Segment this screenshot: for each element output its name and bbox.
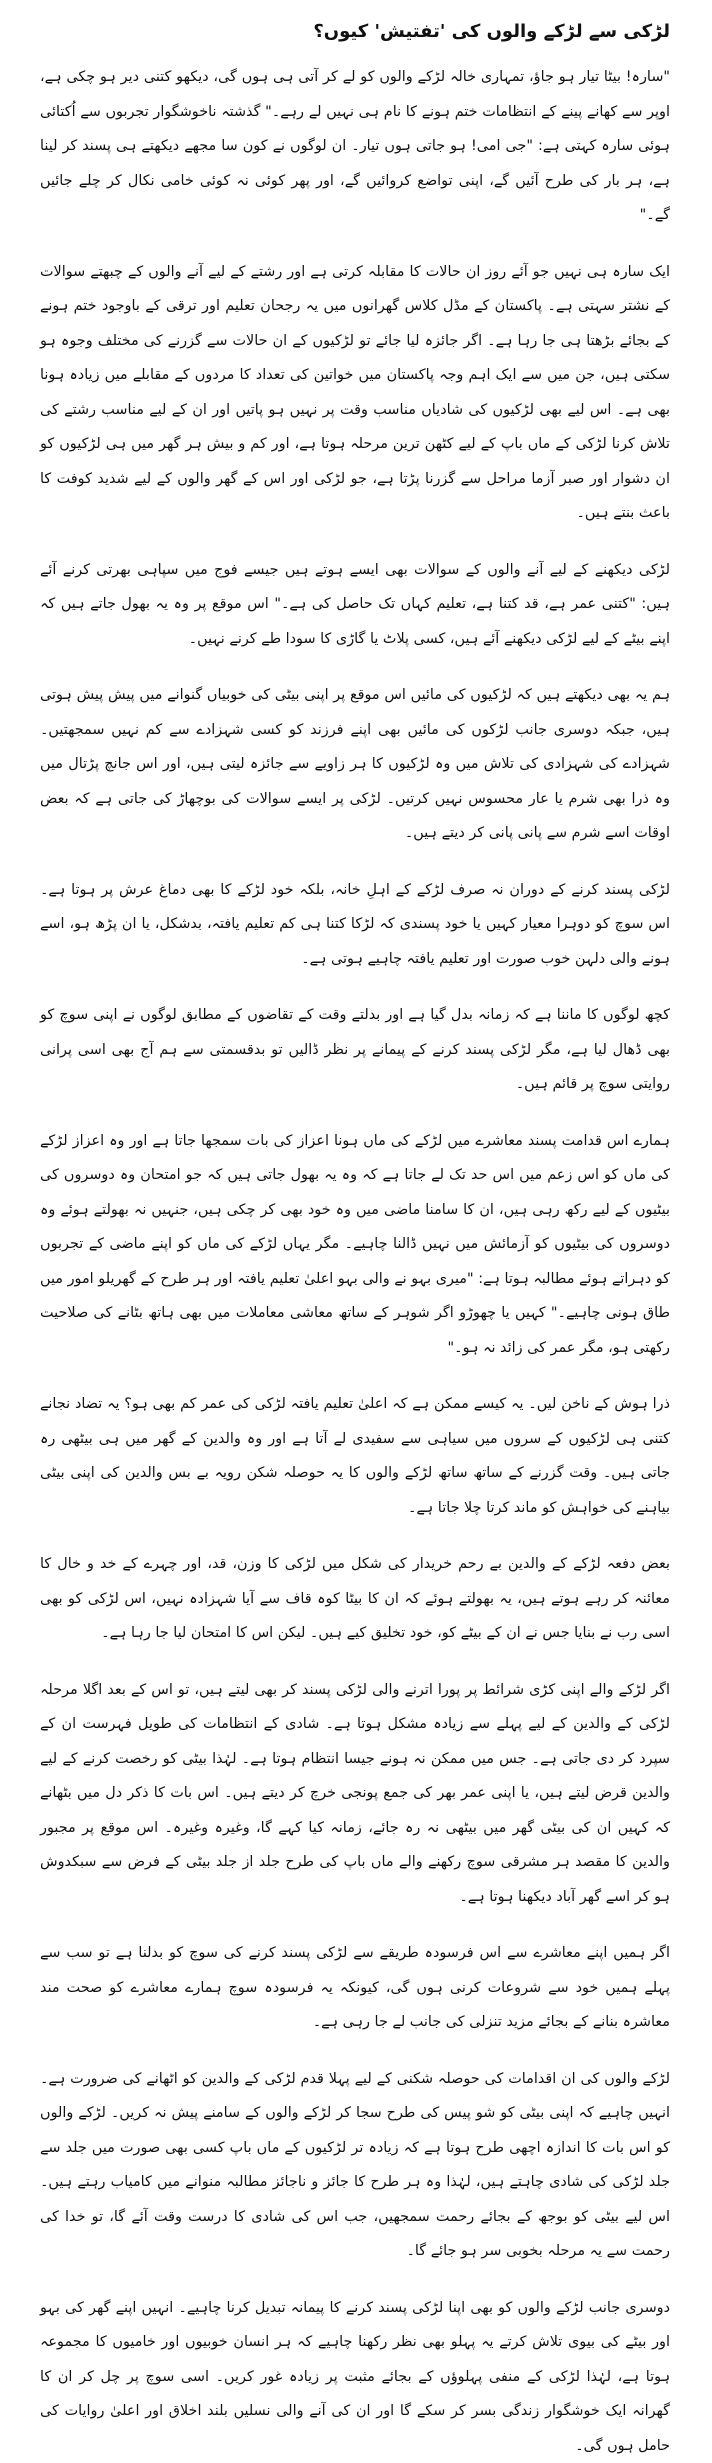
- article-paragraph-13: دوسری جانب لڑکے والوں کو بھی اپنا لڑکی پسند کرنے کا پیمانہ تبدیل کرنا چاہیے۔ انہیں اپنے گھر کی بہو اور بیٹے کی بیوی تلاش کرتے یہ پہلو بھی نظر رکھنا چاہیے کہ ہر انسان خوبیوں اور خامیوں کا مجموعہ ہوتا ہے، لہٰذا لڑکی کے منفی پہلوؤں کے بجائے مثبت پر زیادہ غور کریں۔ اسی سوچ پر چل کر ان کا گھرانہ ایک خوشگوار زندگی بسر کر سکے گا اور ان کی آنے والی نسلیں بلند اخلاق اور اعلیٰ روایات کی حامل ہوں گی۔: [40, 2291, 670, 2463]
- article-paragraph-10: اگر لڑکے والے اپنی کڑی شرائط پر پورا اترنے والی لڑکی پسند کر بھی لیتے ہیں، تو اس کے بعد اگلا مرحلہ لڑکی کے والدین کے لیے پہلے سے زیادہ مشکل ہوتا ہے۔ شادی کے انتظامات کی طویل فہرست ان کے سپرد کر دی جاتی ہے۔ جس میں ممکن نہ ہونے جیسا انتظام ہوتا ہے۔ لہٰذا بیٹی کو رخصت کرنے کے لیے والدین قرض لیتے ہیں، یا اپنی عمر بھر کی جمع پونجی خرچ کر دیتے ہیں۔ اس بات کا ذکر دل میں بٹھانے کہ کہیں ان کی بیٹی گھر میں بیٹھی نہ رہ جائے، زمانہ کیا کہے گا، وغیرہ وغیرہ۔ اس موقع پر مجبور والدین کا مقصد ہر مشرقی سوچ رکھنے والے ماں باپ کی طرح جلد از جلد بیٹی کے فرض سے سبکدوش ہو کر اسے گھر آباد دیکھنا ہوتا ہے۔: [40, 1673, 670, 1915]
- article-paragraph-3: لڑکی دیکھنے کے لیے آنے والوں کے سوالات بھی ایسے ہوتے ہیں جیسے فوج میں سپاہی بھرتی کرنے آئے ہیں: "کتنی عمر ہے، قد کتنا ہے، تعلیم کہاں تک حاصل کی ہے۔" اس موقع پر وہ یہ بھول جاتے ہیں کہ اپنے بیٹے کے لیے لڑکی دیکھنے آئے ہیں، کسی پلاٹ یا گاڑی کا سودا طے کرنے نہیں۔: [40, 553, 670, 657]
- article-title: لڑکی سے لڑکے والوں کی 'تفتیش' کیوں؟: [40, 18, 670, 46]
- article-paragraph-12: لڑکے والوں کی ان اقدامات کی حوصلہ شکنی کے لیے پہلا قدم لڑکی کے والدین کو اٹھانے کی ضرورت ہے۔ انہیں چاہیے کہ اپنی بیٹی کو شو پیس کی طرح سجا کر لڑکے والوں کے سامنے پیش نہ کریں۔ لڑکے والوں کو اس بات کا اندازہ اچھی طرح ہوتا ہے کہ زیادہ تر لڑکیوں کے ماں باپ کسی بھی صورت میں جلد سے جلد لڑکی کی شادی چاہتے ہیں، لہٰذا وہ ہر طرح کا جائز و ناجائز مطالبہ منوانے میں کامیاب رہتے ہیں۔ اس لیے بیٹی کو بوجھ کے بجائے رحمت سمجھیں، جب اس کی شادی کا درست وقت آئے گا، تو خدا کی رحمت سے یہ مرحلہ بخوبی سر ہو جائے گا۔: [40, 2062, 670, 2269]
- article-paragraph-4: ہم یہ بھی دیکھتے ہیں کہ لڑکیوں کی مائیں اس موقع پر اپنی بیٹی کی خوبیاں گنوانے میں پیش پیش ہوتی ہیں، جبکہ دوسری جانب لڑکوں کی مائیں بھی اپنے فرزند کو کسی شہزادے سے کم نہیں سمجھتیں۔ شہزادے کی شہزادی کی تلاش میں وہ لڑکیوں کا ہر زاویے سے جائزہ لیتی ہیں، اور اس جانچ پڑتال میں وہ ذرا بھی شرم یا عار محسوس نہیں کرتیں۔ لڑکی پر ایسے سوالات کی بوچھاڑ کی جاتی ہے کہ بعض اوقات اسے شرم سے پانی پانی کر دیتے ہیں۔: [40, 678, 670, 851]
- article-paragraph-11: اگر ہمیں اپنے معاشرے سے اس فرسودہ طریقے سے لڑکی پسند کرنے کی سوچ کو بدلنا ہے تو سب سے پہلے ہمیں خود سے شروعات کرنی ہوں گی، کیونکہ یہ فرسودہ سوچ ہمارے معاشرے کو صحت مند معاشرہ بنانے کے بجائے مزید تنزلی کی جانب لے جا رہی ہے۔: [40, 1936, 670, 2040]
- article-paragraph-8: ذرا ہوش کے ناخن لیں۔ یہ کیسے ممکن ہے کہ اعلیٰ تعلیم یافتہ لڑکی کی عمر کم بھی ہو؟ یہ تضاد نجانے کتنی ہی لڑکیوں کے سروں میں سیاہی سے سفیدی لے آتا ہے اور وہ والدین کے گھر میں ہی بیٹھی رہ جاتی ہیں۔ وقت گزرنے کے ساتھ ساتھ لڑکے والوں کا یہ حوصلہ شکن رویہ بے بس والدین کی اپنی بیٹی بیاہنے کی خواہش کو ماند کرتا چلا جاتا ہے۔: [40, 1387, 670, 1525]
- article-paragraph-7: ہمارے اس قدامت پسند معاشرے میں لڑکے کی ماں ہونا اعزاز کی بات سمجھا جاتا ہے اور وہ اعزاز لڑکے کی ماں کو اس زعم میں اس حد تک لے جاتا ہے کہ وہ یہ بھول جاتی ہیں کہ جو امتحان وہ دوسروں کی بیٹیوں کے لیے رکھ رہی ہیں، ان کا سامنا ماضی میں وہ خود بھی کر چکی ہیں، جنہیں نہ بھولتے ہوئے وہ دوسروں کی بیٹیوں کو آزمائش میں نہیں ڈالنا چاہیے۔ مگر یہاں لڑکے کی ماں کو اپنے ماضی کے تجربوں کو دہراتے ہوئے مطالبہ ہوتا ہے: "میری بہو نے والی بہو اعلیٰ تعلیم یافتہ اور ہر طرح کے گھریلو امور میں طاق ہونی چاہیے۔" کہیں یا چھوڑو اگر شوہر کے ساتھ معاشی معاملات میں بھی ہاتھ بٹانے کی صلاحیت رکھتی ہو، مگر عمر کی زائد نہ ہو۔": [40, 1124, 670, 1366]
- article-paragraph-2: ایک سارہ ہی نہیں جو آئے روز ان حالات کا مقابلہ کرتی ہے اور رشتے کے لیے آنے والوں کے چبھتے سوالات کے نشتر سہتی ہے۔ پاکستان کے مڈل کلاس گھرانوں میں یہ رجحان تعلیم اور ترقی کے باوجود ختم ہونے کے بجائے بڑھتا ہی جا رہا ہے۔ اگر جائزہ لیا جائے تو لڑکیوں کے ان حالات سے گزرنے کی مختلف وجوہ ہو سکتی ہیں، جن میں سے ایک اہم وجہ پاکستان میں خواتین کی تعداد کا مردوں کے مقابلے میں زیادہ ہونا بھی ہے۔ اس لیے بھی لڑکیوں کی شادیاں مناسب وقت پر نہیں ہو پاتیں اور ان کے لیے مناسب رشتے کی تلاش کرنا لڑکی کے ماں باپ کے لیے کٹھن ترین مرحلہ ہوتا ہے، اور کم و بیش ہر گھر میں ہی لڑکیوں کو ان دشوار اور صبر آزما مراحل سے گزرنا پڑتا ہے، جو لڑکی اور اس کے گھر والوں کے لیے شدید کوفت کا باعث بنتے ہیں۔: [40, 255, 670, 531]
- article-paragraph-5: لڑکی پسند کرنے کے دوران نہ صرف لڑکے کے اہلِ خانہ، بلکہ خود لڑکے کا بھی دماغ عرش پر ہوتا ہے۔ اس سوچ کو دوہرا معیار کہیں یا خود پسندی کہ لڑکا کتنا ہی کم تعلیم یافتہ، بدشکل، یا ان پڑھ ہو، اسے ہونے والی دلہن خوب صورت اور تعلیم یافتہ چاہیے ہوتی ہے۔: [40, 873, 670, 977]
- article-paragraph-1: "سارہ! بیٹا تیار ہو جاؤ، تمہاری خالہ لڑکے والوں کو لے کر آتی ہی ہوں گی، دیکھو کتنی دیر ہو چکی ہے، اوپر سے کھانے پینے کے انتظامات ختم ہونے کا نام ہی نہیں لے رہے۔" گذشتہ ناخوشگوار تجربوں سے اُکتائی ہوئی سارہ کہتی ہے: "جی امی! ہو جاتی ہوں تیار۔ ان لوگوں نے کون سا مجھے دیکھتے ہی پسند کر لینا ہے، ہر بار کی طرح آئیں گے، اپنی تواضع کروائیں گے، اور پھر کوئی نہ کوئی خامی نکال کر چلے جائیں گے۔": [40, 60, 670, 233]
- article-paragraph-6: کچھ لوگوں کا ماننا ہے کہ زمانہ بدل گیا ہے اور بدلتے وقت کے تقاضوں کے مطابق لوگوں نے اپنی سوچ کو بھی ڈھال لیا ہے، مگر لڑکی پسند کرنے کے پیمانے پر نظر ڈالیں تو بدقسمتی سے ہم آج بھی اسی پرانی روایتی سوچ پر قائم ہیں۔: [40, 998, 670, 1102]
- article-paragraph-9: بعض دفعہ لڑکے کے والدین بے رحم خریدار کی شکل میں لڑکی کا وزن، قد، اور چہرے کے خد و خال کا معائنہ کر رہے ہوتے ہیں، یہ بھولتے ہوئے کہ ان کا بیٹا کوہ قاف سے آیا شہزادہ نہیں، اس لڑکی کو بھی اسی رب نے بنایا جس نے ان کے بیٹے کو، خود تخلیق کیے ہیں۔ لیکن اس کا امتحان لیا جا رہا ہے۔: [40, 1547, 670, 1651]
